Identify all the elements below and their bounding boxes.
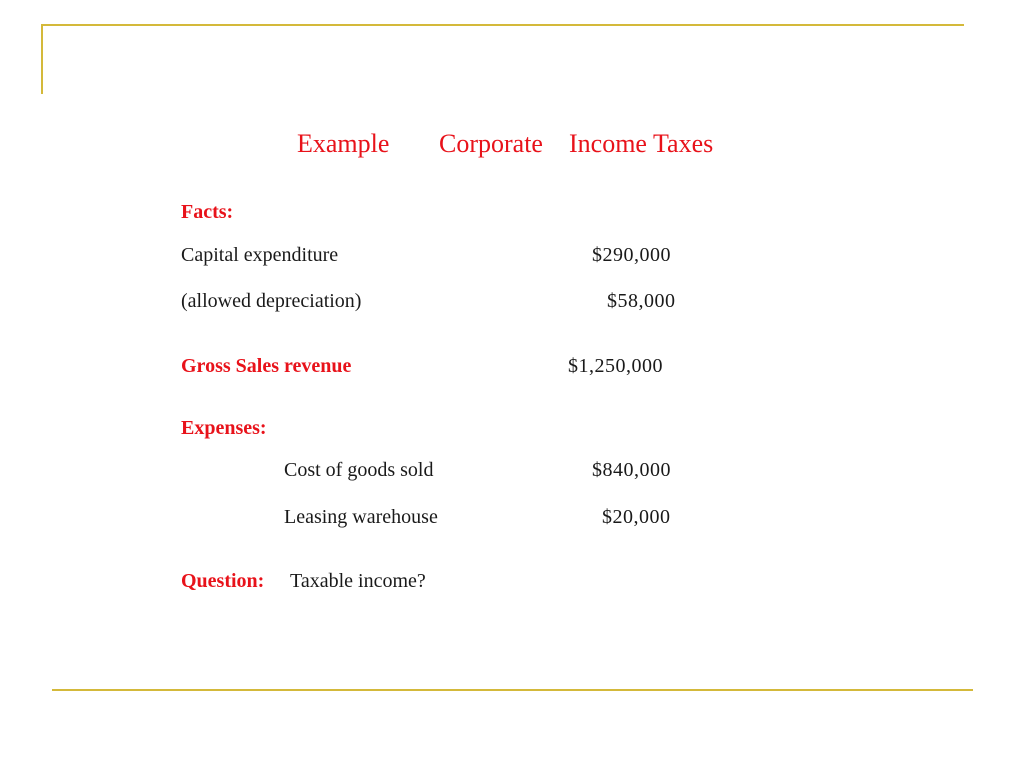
capital-expenditure-value: $290,000 [592, 244, 671, 266]
title-income-taxes: Income Taxes [569, 129, 714, 158]
gross-sales-revenue-label: Gross Sales revenue [181, 355, 352, 377]
capital-expenditure-label: Capital expenditure [181, 244, 339, 266]
gross-sales-revenue-value: $1,250,000 [568, 355, 663, 377]
left-decorative-rule [41, 24, 43, 94]
expense-item-label: Leasing warehouse [284, 506, 438, 528]
expenses-heading: Expenses: [181, 417, 267, 439]
question-text: Taxable income? [290, 570, 426, 592]
expense-item-value: $840,000 [592, 459, 671, 481]
title-corporate: Corporate [439, 129, 543, 158]
depreciation-value: $58,000 [607, 290, 676, 312]
bottom-decorative-rule [52, 689, 973, 691]
question-heading: Question: [181, 570, 265, 592]
expense-item-value: $20,000 [602, 506, 671, 528]
facts-heading: Facts: [181, 201, 234, 223]
depreciation-label: (allowed depreciation) [181, 290, 362, 312]
top-decorative-rule [42, 24, 964, 26]
title-example: Example [297, 129, 390, 158]
expense-item-label: Cost of goods sold [284, 459, 434, 481]
